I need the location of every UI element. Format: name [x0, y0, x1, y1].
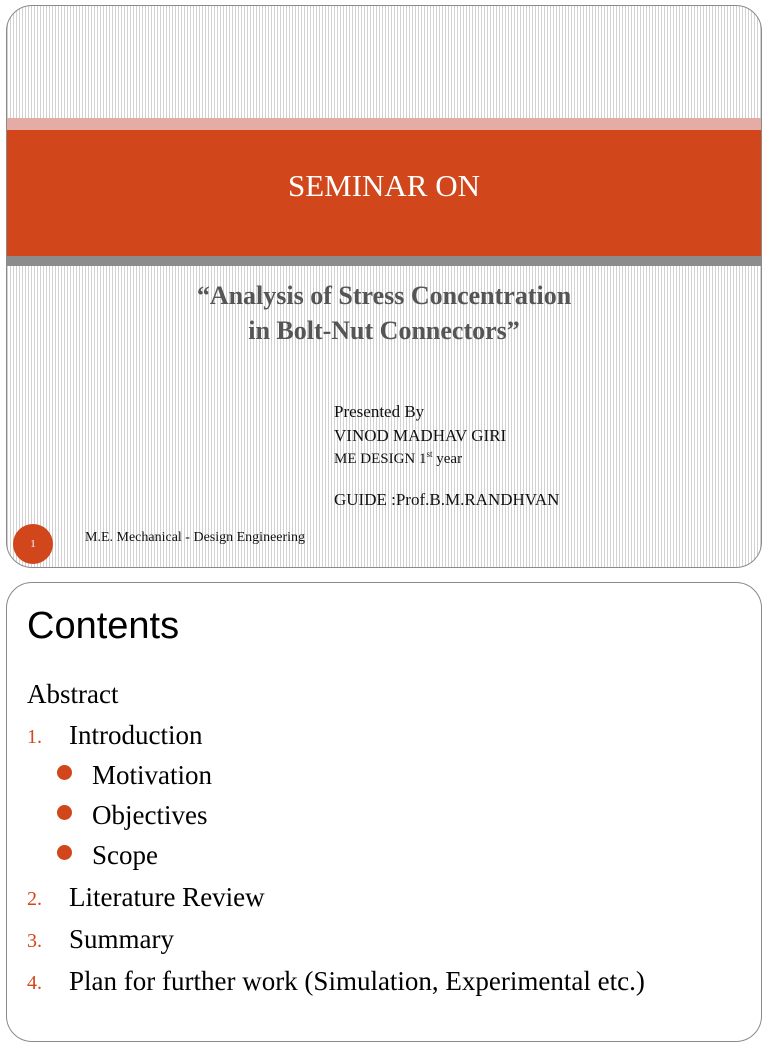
seminar-topic: [7, 278, 761, 348]
sub-item-scope: Scope: [92, 840, 158, 870]
topic-line-1: “Analysis of Stress Concentration: [196, 281, 572, 310]
contents-title: Contents: [27, 605, 180, 647]
slide-number-badge: 1: [13, 524, 53, 564]
presenter-name: VINOD MADHAV GIRI: [334, 426, 507, 445]
list-item-summary: Summary: [69, 924, 174, 954]
seminar-heading: SEMINAR ON: [287, 168, 481, 203]
list-number: 3.: [27, 930, 42, 952]
list-number: 2.: [27, 888, 42, 910]
bullet-dot-icon: [57, 765, 72, 780]
bullet-dot-icon: [57, 845, 72, 860]
title-slide: [6, 5, 762, 568]
presented-by-label: Presented By: [334, 402, 425, 421]
list-number: 1.: [27, 726, 42, 748]
course-prefix: ME DESIGN 1: [334, 451, 427, 467]
band-bottom-stripe: [7, 256, 761, 266]
band-top-stripe: [7, 118, 761, 130]
list-number: 4.: [27, 972, 42, 994]
list-item-further-work: Plan for further work (Simulation, Experimental etc.): [69, 966, 645, 996]
sub-item-objectives: Objectives: [92, 800, 208, 830]
topic-line-2: in Bolt-Nut Connectors”: [248, 316, 520, 345]
abstract-item: Abstract: [27, 679, 119, 709]
contents-slide: [6, 582, 762, 1042]
list-item-literature-review: Literature Review: [69, 882, 265, 912]
course-superscript: st: [426, 449, 433, 459]
sub-item-motivation: Motivation: [92, 760, 212, 790]
course-suffix: year: [432, 451, 463, 467]
bullet-dot-icon: [57, 805, 72, 820]
slide-footer: M.E. Mechanical - Design Engineering: [85, 530, 306, 545]
guide-name: GUIDE :Prof.B.M.RANDHVAN: [334, 490, 560, 509]
presenter-course: [334, 449, 462, 468]
list-item-introduction: Introduction: [69, 720, 203, 750]
